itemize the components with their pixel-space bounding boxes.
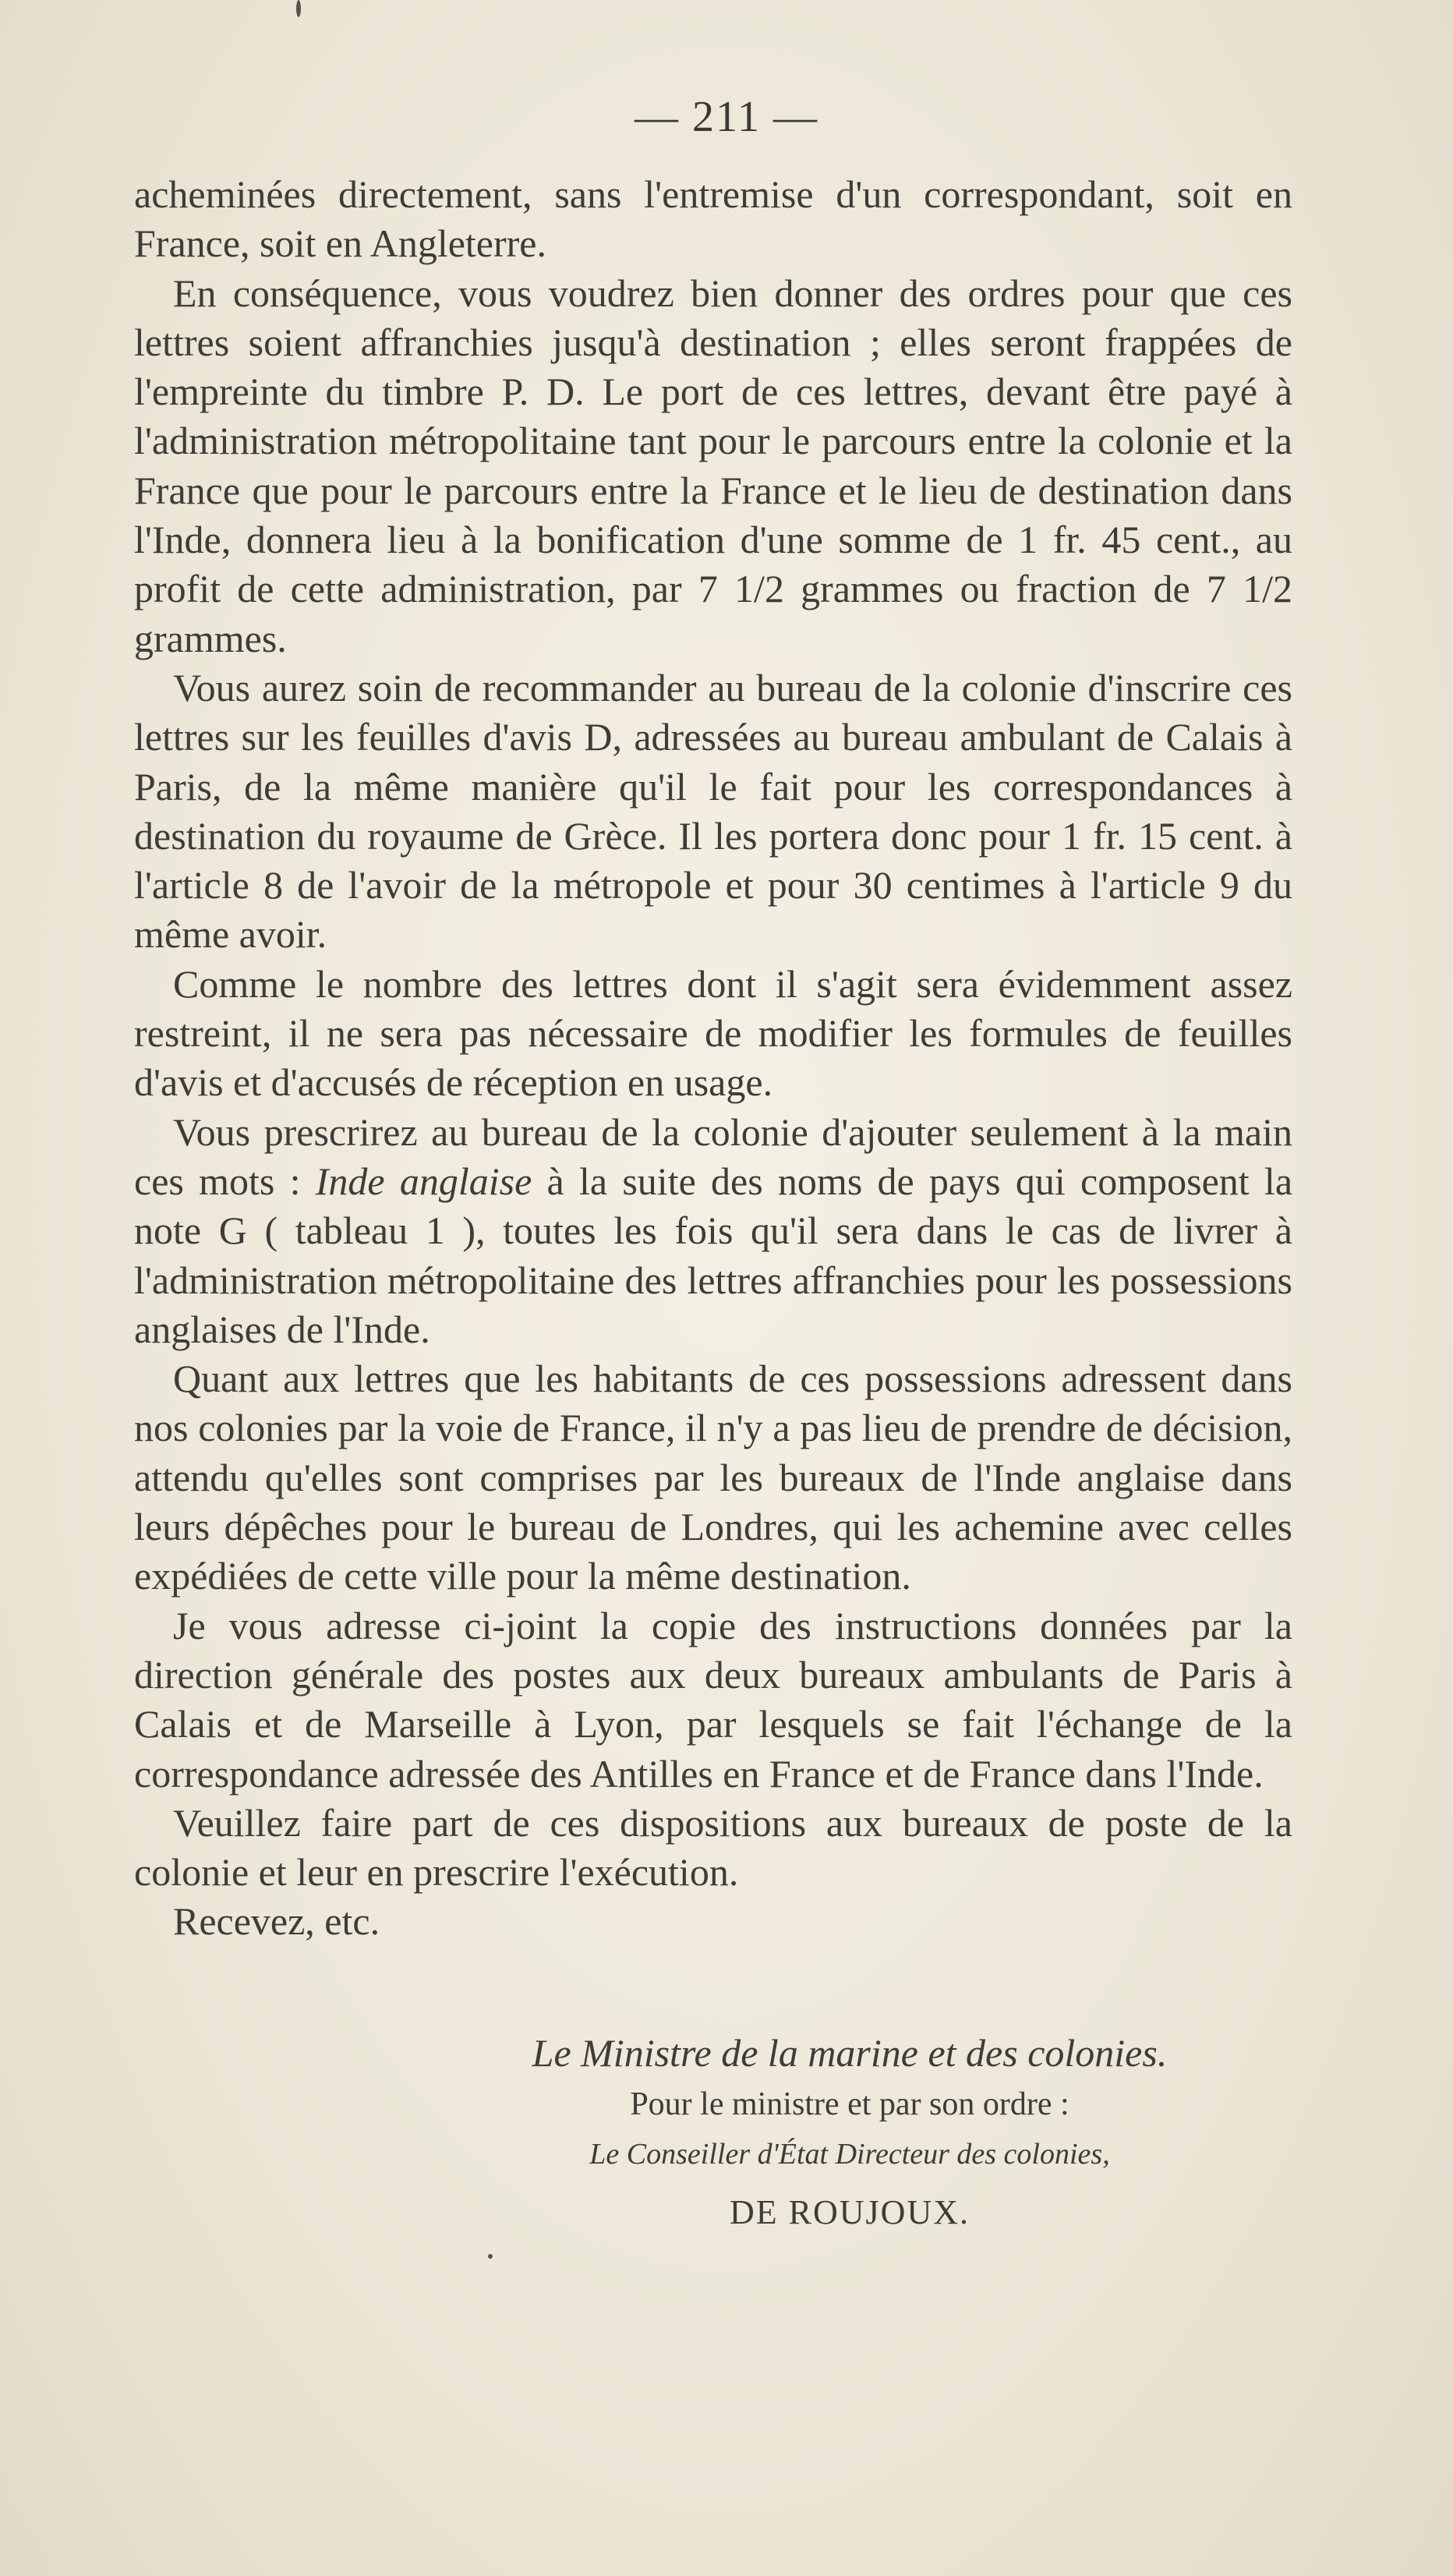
paragraph: Veuillez faire part de ces dispositions aux bureaux de poste de la colonie et leur en prescrire l'exécution. [134, 1800, 1292, 1895]
paragraph-text: à la suite des noms de pays qui composent la note G ( tableau 1 ), toutes les fois qu'il sera dans le cas de livrer à l'administration métropolitaine des lettres affranchies pour les possessions anglaises de l'Inde. [134, 1159, 1293, 1351]
signature-name: DE ROUJOUX. [730, 2193, 970, 2231]
paragraph: Je vous adresse ci-joint la copie des instructions données par la direction générale des postes aux deux bureaux ambulants de Paris à Calais et de Marseille à Lyon, par lesquels se fait l'échange de la correspondance adressée des Antilles en France et de France dans l'Inde. [134, 1603, 1292, 1796]
signature-order: Pour le ministre et par son ordre : [630, 2086, 1069, 2122]
paragraph: Vous aurez soin de recommander au bureau de la colonie d'inscrire ces lettres sur les feuilles d'avis D, adressées au bureau ambulant de Calais à Paris, de la même manière qu'il le fait pour les correspondances à destination du royaume de Grèce. Il les portera donc pour 1 fr. 15 cent. à l'article 8 de l'avoir de la métropole et pour 30 centimes à l'article 9 du même avoir. [134, 665, 1292, 957]
paragraph-text: Vous prescrirez au bureau de la colonie d'ajouter seulement à la main ces mots : [134, 1109, 1292, 1203]
ink-speck [296, 0, 301, 17]
paragraph: acheminées directement, sans l'entremise d'un correspondant, soit en France, soit en Angleterre. [134, 172, 1292, 266]
ink-speck [488, 2254, 493, 2259]
italic-term: Inde anglaise [315, 1159, 532, 1203]
paragraph: Comme le nombre des lettres dont il s'agit sera évidemment assez restreint, il ne sera pas nécessaire de modifier les formules de feuilles d'avis et d'accusés de réception en usage. [134, 961, 1292, 1105]
signature-conseiller: Le Conseiller d'État Directeur des colonies, [589, 2138, 1110, 2171]
paragraph [134, 1108, 1292, 1354]
page-number: — 211 — [635, 93, 818, 141]
paragraph: En conséquence, vous voudrez bien donner des ordres pour que ces lettres soient affranchies jusqu'à destination ; elles seront frappées de l'empreinte du timbre P. D. Le port de ces lettres, devant être payé à l'administration métropolitaine tant pour le parcours entre la colonie et la France que pour le parcours entre la France et le lieu de destination dans l'Inde, donnera lieu à la bonification d'une somme de 1 fr. 45 cent., au profit de cette administration, par 7 1/2 grammes ou fraction de 7 1/2 grammes. [134, 271, 1292, 660]
signature-minister: Le Ministre de la marine et des colonies. [532, 2031, 1168, 2075]
paragraph: Quant aux lettres que les habitants de ces possessions adressent dans nos colonies par la voie de France, il n'y a pas lieu de prendre de décision, attendu qu'elles sont comprises par les bureaux de l'Inde anglaise dans leurs dépêches pour le bureau de Londres, qui les achemine avec celles expédiées de cette ville pour la même destination. [134, 1357, 1292, 1598]
body-text [134, 170, 1292, 1947]
paragraph: Recevez, etc. [173, 1899, 380, 1944]
